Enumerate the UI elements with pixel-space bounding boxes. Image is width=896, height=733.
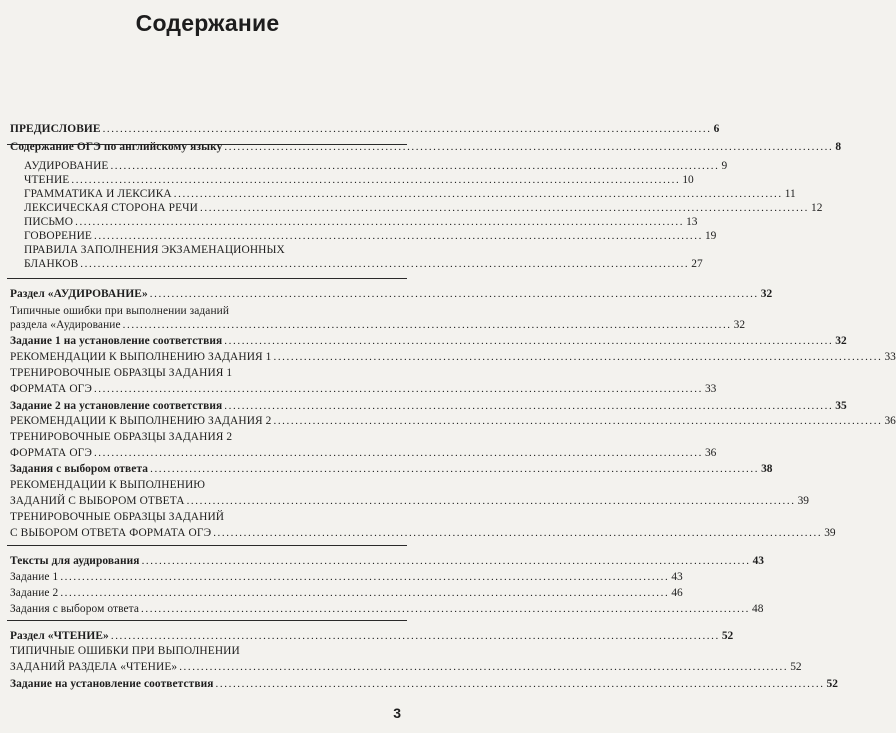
- toc-entry-label: ФОРМАТА ОГЭ: [10, 383, 92, 395]
- toc-leader-dots: ............................................................................................................................................: [141, 603, 751, 615]
- toc-entry: [0, 214, 698, 228]
- toc-entry-label: ПРАВИЛА ЗАПОЛНЕНИЯ ЭКЗАМЕНАЦИОННЫХ: [24, 244, 285, 256]
- toc-leader-dots: ............................................................................................................................................: [150, 463, 760, 475]
- toc-entry-page: 13: [686, 216, 698, 228]
- toc-entry-label: ТРЕНИРОВОЧНЫЕ ОБРАЗЦЫ ЗАДАНИЙ: [10, 511, 225, 523]
- toc-entry: [0, 349, 896, 363]
- toc-entry: [0, 628, 734, 642]
- toc-leader-dots: ............................................................................................................................................: [93, 383, 703, 395]
- toc-entry-page: 48: [752, 603, 764, 615]
- toc-entry-label: Раздел «ЧТЕНИЕ»: [10, 630, 109, 642]
- toc-entry: [0, 659, 802, 673]
- toc-leader-dots: ............................................................................................................................................: [224, 400, 834, 412]
- toc-entry-label: ПРЕДИСЛОВИЕ: [10, 123, 101, 135]
- toc-entry: [0, 676, 838, 690]
- toc-entry-label: Задание 1 на установление соответствия: [10, 335, 223, 347]
- toc-entry-page: 6: [713, 123, 720, 135]
- toc-entry: [0, 186, 796, 200]
- toc-entry-page: 35: [835, 400, 847, 412]
- toc-entry-page: 8: [835, 141, 842, 153]
- toc-entry-page: 39: [797, 495, 809, 507]
- toc-leader-dots: ............................................................................................................................................: [141, 555, 751, 567]
- toc-entry-page: 11: [784, 188, 796, 200]
- toc-entry-page: 32: [760, 288, 773, 300]
- toc-entry-page: 38: [761, 463, 773, 475]
- toc-entry-label: ЗАДАНИЙ РАЗДЕЛА «ЧТЕНИЕ»: [10, 661, 178, 673]
- toc-entry-page: 33: [704, 383, 717, 395]
- toc-entry: [0, 461, 773, 475]
- toc-entry-label: ТРЕНИРОВОЧНЫЕ ОБРАЗЦЫ ЗАДАНИЯ 1: [10, 367, 233, 379]
- toc-entry: [0, 445, 717, 459]
- toc-entry-label: Задание 1: [10, 571, 59, 583]
- toc-entry-label: ЗАДАНИЙ С ВЫБОРОМ ОТВЕТА: [10, 495, 185, 507]
- toc-leader-dots: ............................................................................................................................................: [213, 527, 823, 539]
- page-title: Содержание: [135, 10, 280, 36]
- toc-entry: [0, 601, 764, 615]
- toc-entry: [0, 643, 415, 657]
- toc-leader-dots: ............................................................................................................................................: [102, 123, 712, 135]
- toc-entry-page: 9: [721, 160, 728, 172]
- toc-entry: [0, 381, 717, 395]
- toc-entry: [0, 429, 415, 443]
- toc-entry: [0, 139, 842, 153]
- toc-entry-label: РЕКОМЕНДАЦИИ К ВЫПОЛНЕНИЮ: [10, 479, 206, 491]
- toc-entry-page: 36: [704, 447, 717, 459]
- toc-leader-dots: ............................................................................................................................................: [93, 447, 703, 459]
- toc-entry-label: ТИПИЧНЫЕ ОШИБКИ ПРИ ВЫПОЛНЕНИИ: [10, 645, 240, 657]
- toc-leader-dots: ............................................................................................................................................: [273, 415, 883, 427]
- toc-entry-page: 36: [884, 415, 896, 427]
- page-number: 3: [393, 705, 401, 721]
- toc-entry-page: 46: [671, 587, 683, 599]
- toc-leader-dots: ............................................................................................................................................: [60, 571, 670, 583]
- toc-entry-label: С ВЫБОРОМ ОТВЕТА ФОРМАТА ОГЭ: [10, 527, 212, 539]
- toc-entry-label: Задания с выбором ответа: [10, 603, 140, 615]
- section-divider: [7, 278, 407, 279]
- toc-entry: [0, 398, 847, 412]
- toc-entry-label: раздела «Аудирование: [10, 319, 121, 331]
- toc-leader-dots: ............................................................................................................................................: [71, 174, 681, 186]
- toc-entry-page: 43: [671, 571, 683, 583]
- toc-entry: [0, 525, 836, 539]
- toc-entry: [0, 333, 847, 347]
- toc-entry-page: 33: [884, 351, 896, 363]
- toc-entry-page: 52: [790, 661, 802, 673]
- toc-leader-dots: ............................................................................................................................................: [215, 678, 825, 690]
- toc-entry: [0, 509, 415, 523]
- toc-entry-label: ГРАММАТИКА И ЛЕКСИКА: [24, 188, 172, 200]
- toc-entry: [0, 585, 683, 599]
- toc-leader-dots: ............................................................................................................................................: [60, 587, 670, 599]
- section-divider: [7, 620, 407, 621]
- toc-entry-page: 10: [682, 174, 694, 186]
- toc-entry-label: АУДИРОВАНИЕ: [24, 160, 109, 172]
- toc-entry-page: 52: [826, 678, 838, 690]
- toc-entry: [0, 228, 717, 242]
- toc-entry-label: БЛАНКОВ: [24, 258, 79, 270]
- toc-entry-page: 52: [721, 630, 734, 642]
- toc-entry-label: Задание на установление соответствия: [10, 678, 214, 690]
- toc-leader-dots: ............................................................................................................................................: [149, 288, 759, 300]
- toc-entry: [0, 365, 415, 379]
- toc-entry-label: ЛЕКСИЧЕСКАЯ СТОРОНА РЕЧИ: [24, 202, 198, 214]
- toc-entry: [0, 317, 746, 331]
- toc-entry: [0, 121, 720, 135]
- toc-entry-label: Задание 2 на установление соответствия: [10, 400, 223, 412]
- section-divider: [7, 144, 407, 145]
- toc-entry: [0, 553, 764, 567]
- toc-entry-page: 32: [835, 335, 847, 347]
- toc-entry: [0, 569, 683, 583]
- toc-leader-dots: ............................................................................................................................................: [122, 319, 732, 331]
- toc-entry-page: 19: [704, 230, 717, 242]
- toc-entry-label: ПИСЬМО: [24, 216, 74, 228]
- toc-entry-label: РЕКОМЕНДАЦИИ К ВЫПОЛНЕНИЮ ЗАДАНИЯ 1: [10, 351, 272, 363]
- toc-entry-page: 12: [811, 202, 823, 214]
- toc-entry: [0, 256, 703, 270]
- toc-entry-label: ФОРМАТА ОГЭ: [10, 447, 92, 459]
- toc-leader-dots: ............................................................................................................................................: [273, 351, 883, 363]
- toc-entry-page: 32: [733, 319, 746, 331]
- toc-entry-label: Раздел «АУДИРОВАНИЕ»: [10, 288, 148, 300]
- toc-entry-label: Задание 2: [10, 587, 59, 599]
- toc-entry: [0, 493, 809, 507]
- toc-entry-page: 43: [752, 555, 764, 567]
- toc-entry: [0, 413, 896, 427]
- toc-entry: [0, 477, 415, 491]
- toc-entry-label: Содержание ОГЭ по английскому языку: [10, 141, 223, 153]
- section-divider: [7, 545, 407, 546]
- toc-entry-label: Тексты для аудирования: [10, 555, 140, 567]
- toc-leader-dots: ............................................................................................................................................: [186, 495, 796, 507]
- toc-leader-dots: ............................................................................................................................................: [200, 202, 809, 214]
- toc-entry: [0, 158, 728, 172]
- toc-entry: [0, 172, 694, 186]
- toc-entry: [0, 242, 415, 256]
- toc-leader-dots: ............................................................................................................................................: [110, 160, 720, 172]
- toc-leader-dots: ............................................................................................................................................: [224, 335, 834, 347]
- toc-leader-dots: ............................................................................................................................................: [179, 661, 789, 673]
- toc-entry-label: Типичные ошибки при выполнении заданий: [10, 305, 230, 317]
- toc-entry: [0, 303, 415, 317]
- toc-entry-label: ГОВОРЕНИЕ: [24, 230, 92, 242]
- toc-entry: [0, 286, 773, 300]
- toc-entry: [0, 200, 823, 214]
- toc-entry-label: РЕКОМЕНДАЦИИ К ВЫПОЛНЕНИЮ ЗАДАНИЯ 2: [10, 415, 272, 427]
- toc-leader-dots: ............................................................................................................................................: [75, 216, 685, 228]
- toc-entry-page: 39: [824, 527, 836, 539]
- toc-leader-dots: ............................................................................................................................................: [110, 630, 720, 642]
- toc-entry-label: Задания с выбором ответа: [10, 463, 149, 475]
- toc-entry-page: 27: [691, 258, 703, 270]
- toc-leader-dots: ............................................................................................................................................: [224, 141, 834, 153]
- toc-leader-dots: ............................................................................................................................................: [173, 188, 783, 200]
- toc-leader-dots: ............................................................................................................................................: [80, 258, 690, 270]
- toc-leader-dots: ............................................................................................................................................: [93, 230, 703, 242]
- toc-entry-label: ЧТЕНИЕ: [24, 174, 70, 186]
- toc-entry-label: ТРЕНИРОВОЧНЫЕ ОБРАЗЦЫ ЗАДАНИЯ 2: [10, 431, 233, 443]
